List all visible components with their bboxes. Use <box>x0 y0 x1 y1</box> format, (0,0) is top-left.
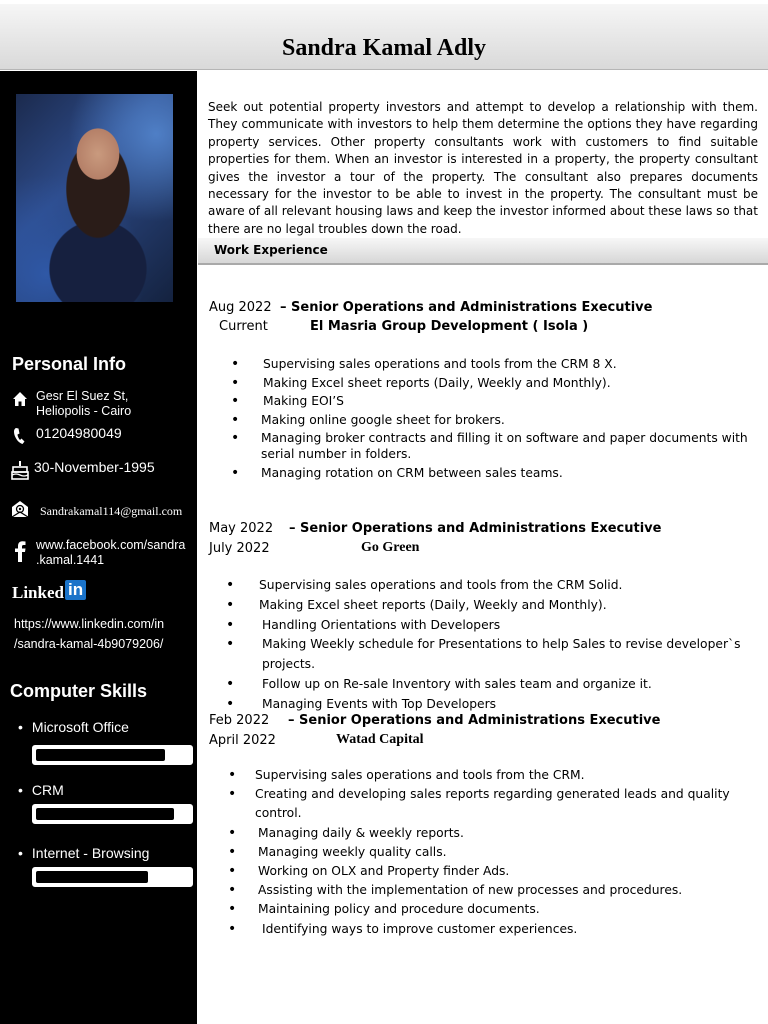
job-end-date: Current <box>219 319 268 334</box>
skill-bar-crm <box>32 804 193 824</box>
company-name: Watad Capital <box>336 732 424 747</box>
skill-label-microsoft-office: • Microsoft Office <box>18 719 129 735</box>
birth-date: 30-November-1995 <box>34 459 155 475</box>
company-name: Go Green <box>361 540 420 555</box>
list-item: • Making EOI’S <box>231 392 751 411</box>
skill-bar-fill <box>36 749 165 761</box>
job-title: – Senior Operations and Administrations Executive <box>288 713 661 728</box>
linkedin-in-badge: in <box>65 580 86 600</box>
job-start-date: Aug 2022 <box>209 300 272 315</box>
facebook-link[interactable] <box>36 538 185 568</box>
linkedin-line2: /sandra-kamal-4b9079206/ <box>14 637 164 651</box>
email-row <box>10 499 182 519</box>
skill-label-crm: • CRM <box>18 782 64 798</box>
job-title: – Senior Operations and Administrations Executive <box>280 300 653 315</box>
personal-info-heading: Personal Info <box>12 354 127 374</box>
work-experience-header <box>198 238 768 265</box>
list-item: • Making Excel sheet reports (Daily, Weekly and Monthly). <box>226 596 766 616</box>
list-item: • Supervising sales operations and tools from the CRM 8 X. <box>231 355 751 374</box>
list-item: • Working on OLX and Property finder Ads. <box>228 862 763 881</box>
facebook-row <box>10 538 185 568</box>
linkedin-line1: https://www.linkedin.com/in <box>14 617 165 631</box>
list-item: • Supervising sales operations and tools from the CRM. <box>228 766 763 785</box>
list-item: • Identifying ways to improve customer experiences. <box>228 920 763 939</box>
list-item: • Supervising sales operations and tools from the CRM Solid. <box>226 576 766 596</box>
birthday-row <box>10 460 155 480</box>
skill-bar-fill <box>36 871 148 883</box>
facebook-icon <box>10 541 30 561</box>
linkedin-logo <box>12 580 86 603</box>
list-item: • Managing weekly quality calls. <box>228 843 763 862</box>
facebook-line1: www.facebook.com/sandra <box>36 538 186 552</box>
profile-summary: Seek out potential property investors and attempt to develop a relationship with them. They communicate with investors to help them determine the options they have regarding property services. Other property consultants work with customers to find suitable properties for them. When an investor is interested in a property, the property consultant gives the investor a tour of the property. The consultant also prepares documents necessary for the investor to be able to invest in the property. The consultant must be aware of all relevant housing laws and keep the investor informed about these laws so that there are no legal troubles down the road. <box>208 100 758 236</box>
computer-skills-heading: Computer Skills <box>10 681 148 701</box>
linkedin-link[interactable] <box>14 614 164 654</box>
list-item: • Managing Events with Top Developers <box>226 695 766 715</box>
phone-icon <box>10 426 30 446</box>
birthday-cake-icon <box>10 460 30 480</box>
list-item: • Making Excel sheet reports (Daily, Weekly and Monthly). <box>231 374 751 393</box>
address-line1: Gesr El Suez St, <box>36 389 129 403</box>
job-duties-list <box>226 576 766 715</box>
skill-bar-fill <box>36 808 174 820</box>
list-item: • Making Weekly schedule for Presentations to help Sales to revise developer`s projects. <box>226 635 766 675</box>
list-item: • Creating and developing sales reports regarding generated leads and quality control. <box>228 785 763 823</box>
list-item: • Managing rotation on CRM between sales teams. <box>231 464 751 483</box>
job-start-date: May 2022 <box>209 521 274 536</box>
job-title: – Senior Operations and Administrations Executive <box>289 521 662 536</box>
profile-photo <box>16 94 173 302</box>
list-item: • Handling Orientations with Developers <box>226 616 766 636</box>
company-name: El Masria Group Development ( Isola ) <box>310 319 589 334</box>
linkedin-logo-text: Linked <box>12 583 64 602</box>
skill-bar-microsoft-office <box>32 745 193 765</box>
list-item: • Managing broker contracts and filling it on software and paper documents with serial number in folders. <box>231 430 751 462</box>
phone-number: 01204980049 <box>36 425 122 441</box>
work-experience-heading: Work Experience <box>214 243 328 257</box>
job-duties-list <box>231 355 751 483</box>
list-item: • Maintaining policy and procedure documents. <box>228 900 763 919</box>
address-line2: Heliopolis - Cairo <box>36 404 132 418</box>
facebook-line2: .kamal.1441 <box>36 553 105 567</box>
job-end-date: April 2022 <box>209 733 276 748</box>
name-header <box>0 4 768 70</box>
candidate-name: Sandra Kamal Adly <box>281 35 487 61</box>
list-item: • Follow up on Re-sale Inventory with sales team and organize it. <box>226 675 766 695</box>
email-icon <box>10 499 30 519</box>
skill-bar-internet-browsing <box>32 867 193 887</box>
job-start-date: Feb 2022 <box>209 713 270 728</box>
list-item: • Assisting with the implementation of new processes and procedures. <box>228 881 763 900</box>
skill-label-internet-browsing: • Internet - Browsing <box>18 845 149 861</box>
email-address[interactable]: Sandrakamal114@gmail.com <box>40 504 183 518</box>
list-item: • Making online google sheet for brokers. <box>231 411 751 430</box>
job-duties-list <box>228 766 763 939</box>
list-item: • Managing daily & weekly reports. <box>228 824 763 843</box>
phone-row <box>10 426 122 446</box>
address-row <box>10 389 131 419</box>
home-icon <box>10 389 30 409</box>
sidebar <box>0 71 197 1024</box>
job-end-date: July 2022 <box>209 541 270 556</box>
